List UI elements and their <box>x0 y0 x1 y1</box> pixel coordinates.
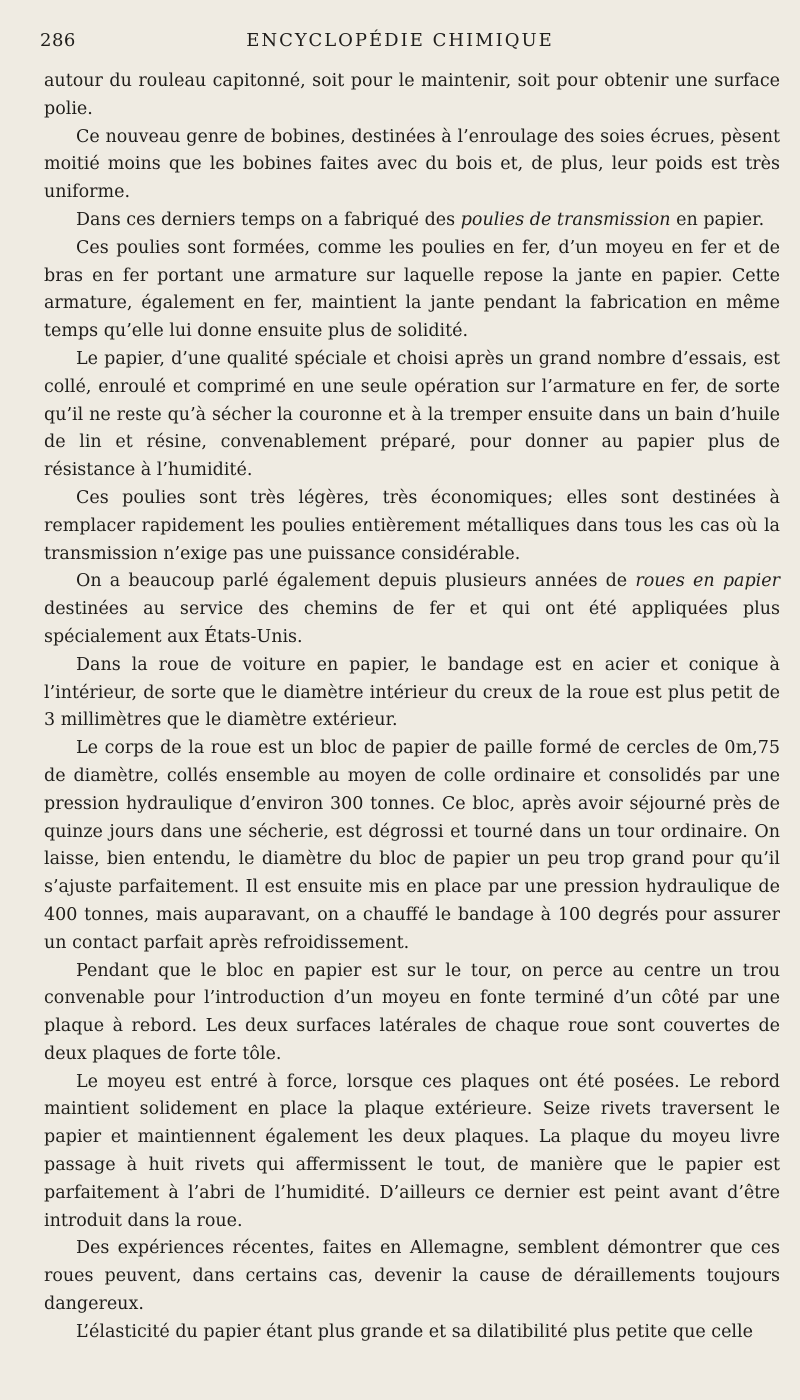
paragraph-7-text-start: On a beaucoup parlé également depuis plusieurs années de <box>76 571 636 592</box>
paragraph-3-text-end: en papier. <box>670 209 765 230</box>
paragraph-3-text-start: Dans ces derniers temps on a fabriqué des <box>76 209 461 230</box>
paragraph-10: Pendant que le bloc en papier est sur le tour, on perce au centre un trou convenable pour l’introduction d’un moyeu en fonte terminé d’un côté par une plaque à rebord. Les deux surfaces latérales de chaque roue sont couvertes de deux plaques de forte tôle. <box>44 960 780 1064</box>
paragraph-1: autour du rouleau capitonné, soit pour le maintenir, soit pour obtenir une surface polie. <box>44 71 780 119</box>
paragraph-2: Ce nouveau genre de bobines, destinées à l’enroulage des soies écrues, pèsent moitié moins que les bobines faites avec du bois et, de plus, leur poids est très uniforme. <box>44 126 780 203</box>
italic-term-roues: roues en papier <box>635 571 780 592</box>
body-text <box>44 68 780 1347</box>
paragraph-9: Le corps de la roue est un bloc de papier de paille formé de cercles de 0m,75 de diamètre, collés ensemble au moyen de colle ordinaire et consolidés par une pression hydraulique d’environ 300 tonnes. Ce bloc, après avoir séjourné près de quinze jours dans une sécherie, est dégrossi et tourné dans un tour ordinaire. On laisse, bien entendu, le diamètre du bloc de papier un peu trop grand pour qu’il s’ajuste parfaitement. Il est ensuite mis en place par une pression hydraulique de 400 tonnes, mais auparavant, on a chauffé le bandage à 100 degrés pour assurer un contact parfait après refroidissement. <box>44 738 780 953</box>
paragraph-12: Des expériences récentes, faites en Allemagne, semblent démontrer que ces roues peuvent, dans certains cas, devenir la cause de déraillements toujours dangereux. <box>44 1238 780 1315</box>
paragraph-3 <box>44 207 780 235</box>
paragraph-5: Le papier, d’une qualité spéciale et choisi après un grand nombre d’essais, est collé, enroulé et comprimé en une seule opération sur l’armature en fer, de sorte qu’il ne reste qu’à sécher la couronne et à la tremper ensuite dans un bain d’huile de lin et résine, convenablement préparé, pour donner au papier plus de résistance à l’humidité. <box>44 348 780 481</box>
paragraph-7 <box>44 568 780 651</box>
paragraph-6: Ces poulies sont très légères, très économiques; elles sont destinées à remplacer rapidement les poulies entièrement métalliques dans tous les cas où la transmission n’exige pas une puissance considérable. <box>44 487 780 564</box>
page-header <box>30 30 770 54</box>
paragraph-13: L’élasticité du papier étant plus grande et sa dilatibilité plus petite que celle <box>76 1321 753 1342</box>
paragraph-4: Ces poulies sont formées, comme les poulies en fer, d’un moyeu en fer et de bras en fer portant une armature sur laquelle repose la jante en papier. Cette armature, également en fer, maintient la jante pendant la fabrication en même temps qu’elle lui donne ensuite plus de solidité. <box>44 237 780 342</box>
running-title: ENCYCLOPÉDIE CHIMIQUE <box>246 30 554 51</box>
italic-term-poulies: poulies de transmission <box>460 209 671 230</box>
paragraph-11: Le moyeu est entré à force, lorsque ces plaques ont été posées. Le rebord maintient solidement en place la plaque extérieure. Seize rivets traversent le papier et maintiennent également les deux plaques. La plaque du moyeu livre passage à huit rivets qui affermissent le tout, de manière que le papier est parfaitement à l’abri de l’humidité. D’ailleurs ce dernier est peint avant d’être introduit dans la roue. <box>44 1071 780 1231</box>
paragraph-7-text-end: destinées au service des chemins de fer et qui ont été appliquées plus spécialement aux États-Unis. <box>44 599 780 647</box>
page-number: 286 <box>40 30 76 51</box>
paragraph-8: Dans la roue de voiture en papier, le bandage est en acier et conique à l’intérieur, de sorte que le diamètre intérieur du creux de la roue est plus petit de 3 millimètres que le diamètre extérieur. <box>44 654 780 731</box>
